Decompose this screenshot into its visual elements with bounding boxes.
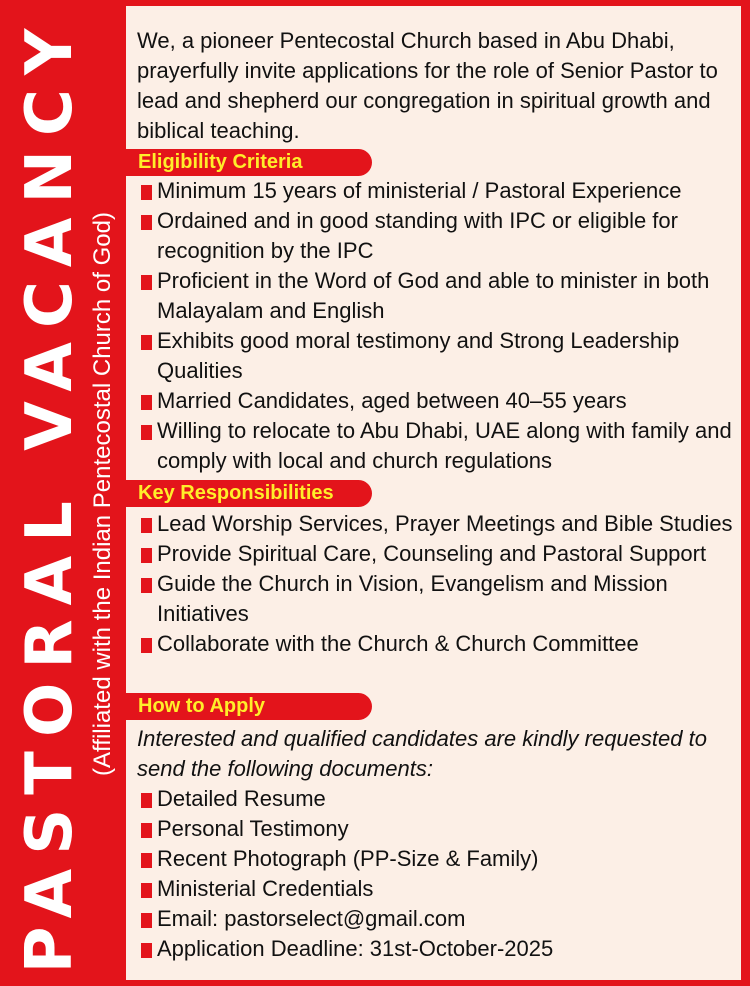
bullet-icon — [141, 215, 152, 230]
bullet-icon — [141, 883, 152, 898]
bullet-icon — [141, 185, 152, 200]
bullet-icon — [141, 548, 152, 563]
list-item: Detailed Resume — [137, 784, 737, 814]
list-item: Ordained and in good standing with IPC or eligible for recognition by the IPC — [137, 206, 737, 266]
bullet-icon — [141, 638, 152, 653]
list-item: Provide Spiritual Care, Counseling and Pastoral Support — [137, 539, 737, 569]
list-item: Email: pastorselect@gmail.com — [137, 904, 737, 934]
bullet-icon — [141, 395, 152, 410]
intro-paragraph: We, a pioneer Pentecostal Church based in Abu Dhabi, prayerfully invite applications for the role of Senior Pastor to lead and shepherd our congregation in spiritual growth and biblical teaching. — [137, 28, 718, 143]
vertical-title: PASTORAL VACANCY — [13, 14, 87, 974]
bullet-icon — [141, 275, 152, 290]
apply-heading: How to Apply — [126, 693, 372, 720]
list-item: Married Candidates, aged between 40–55 years — [137, 386, 737, 416]
bullet-icon — [141, 518, 152, 533]
bullet-icon — [141, 853, 152, 868]
responsibilities-list — [137, 509, 737, 659]
bullet-icon — [141, 425, 152, 440]
list-item: Recent Photograph (PP-Size & Family) — [137, 844, 737, 874]
list-item: Personal Testimony — [137, 814, 737, 844]
eligibility-heading: Eligibility Criteria — [126, 149, 372, 176]
bullet-icon — [141, 578, 152, 593]
bullet-icon — [141, 793, 152, 808]
bullet-icon — [141, 335, 152, 350]
content-panel — [126, 6, 741, 980]
list-item: Proficient in the Word of God and able to minister in both Malayalam and English — [137, 266, 737, 326]
vertical-subtitle: (Affiliated with the Indian Pentecostal Church of God) — [89, 212, 116, 776]
apply-list — [137, 784, 737, 964]
responsibilities-heading: Key Responsibilities — [126, 480, 372, 507]
list-item: Lead Worship Services, Prayer Meetings and Bible Studies — [137, 509, 737, 539]
list-item: Ministerial Credentials — [137, 874, 737, 904]
list-item: Minimum 15 years of ministerial / Pastoral Experience — [137, 176, 737, 206]
apply-note: Interested and qualified candidates are kindly requested to send the following documents: — [137, 726, 707, 781]
list-item: Willing to relocate to Abu Dhabi, UAE along with family and comply with local and church regulations — [137, 416, 737, 476]
list-item: Exhibits good moral testimony and Strong Leadership Qualities — [137, 326, 737, 386]
list-item: Guide the Church in Vision, Evangelism and Mission Initiatives — [137, 569, 737, 629]
bullet-icon — [141, 943, 152, 958]
list-item: Collaborate with the Church & Church Committee — [137, 629, 737, 659]
sidebar-banner — [0, 0, 126, 986]
bullet-icon — [141, 913, 152, 928]
bullet-icon — [141, 823, 152, 838]
list-item: Application Deadline: 31st-October-2025 — [137, 934, 737, 964]
eligibility-list — [137, 176, 737, 476]
